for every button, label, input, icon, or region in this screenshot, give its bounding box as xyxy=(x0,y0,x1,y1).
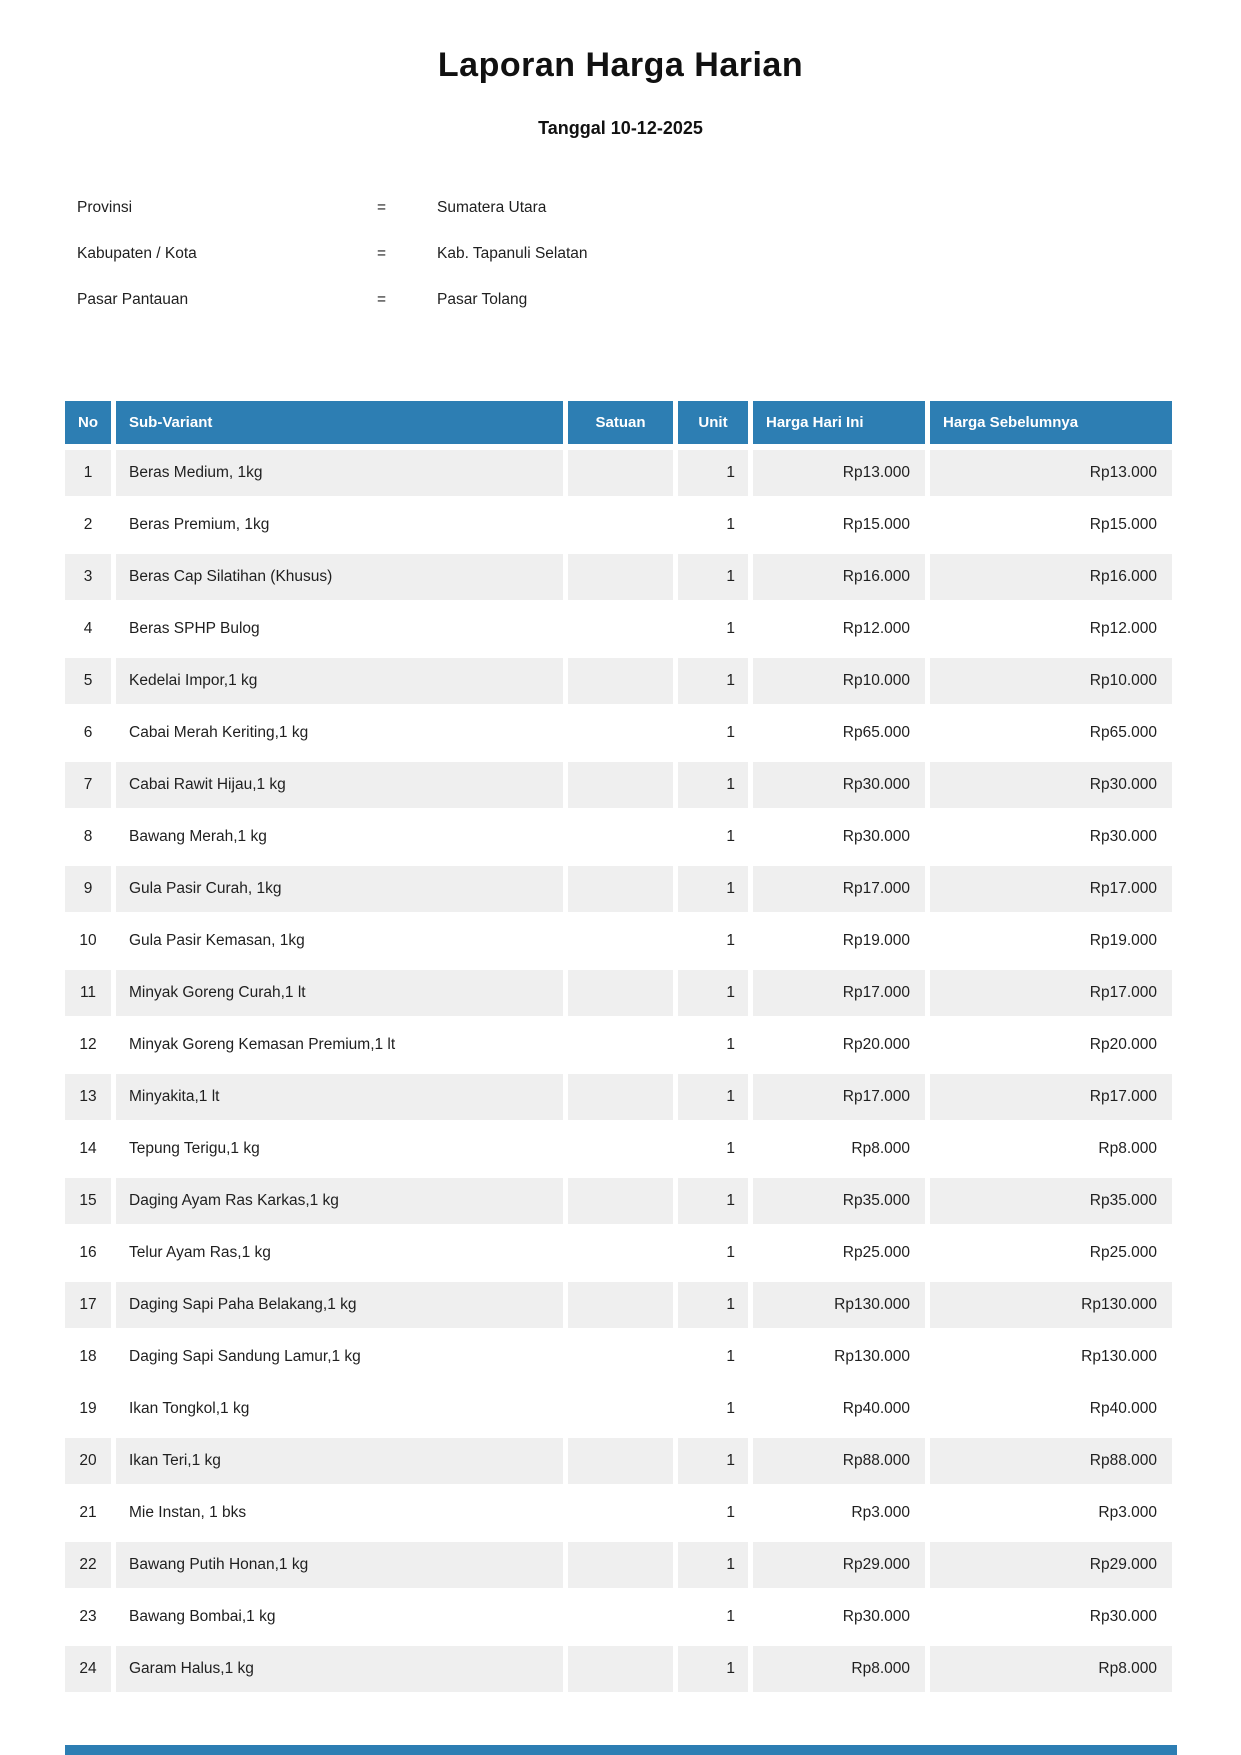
meta-label: Pasar Pantauan xyxy=(77,291,189,308)
cell-harga-hari-ini: Rp12.000 xyxy=(842,620,910,637)
cell-sub-variant: Tepung Terigu,1 kg xyxy=(129,1140,260,1157)
table-row xyxy=(65,1230,1172,1276)
cell-satuan xyxy=(568,710,673,756)
cell-harga-sebelumnya: Rp29.000 xyxy=(930,1542,1172,1588)
cell-sub-variant: Garam Halus,1 kg xyxy=(116,1646,563,1692)
cell-no: 17 xyxy=(65,1282,111,1328)
cell-satuan xyxy=(568,1646,673,1692)
cell-no: 16 xyxy=(79,1244,97,1261)
cell-unit: 1 xyxy=(726,1140,735,1157)
cell-unit: 1 xyxy=(726,620,735,637)
cell-harga-hari-ini: Rp130.000 xyxy=(753,1282,925,1328)
cell-harga-sebelumnya: Rp8.000 xyxy=(1098,1140,1157,1157)
meta-sep: = xyxy=(377,199,387,216)
cell-no: 18 xyxy=(79,1348,97,1365)
table-row xyxy=(65,1178,1172,1224)
cell-no: 13 xyxy=(65,1074,111,1120)
cell-harga-hari-ini: Rp30.000 xyxy=(842,828,910,845)
table-row xyxy=(65,1126,1172,1172)
cell-no: 12 xyxy=(79,1036,97,1053)
cell-harga-sebelumnya: Rp8.000 xyxy=(930,1646,1172,1692)
cell-satuan xyxy=(568,1230,673,1276)
cell-sub-variant: Bawang Merah,1 kg xyxy=(129,828,267,845)
cell-harga-sebelumnya: Rp65.000 xyxy=(1089,724,1157,741)
cell-satuan xyxy=(568,1126,673,1172)
cell-no: 9 xyxy=(65,866,111,912)
cell-no: 7 xyxy=(65,762,111,808)
cell-harga-sebelumnya: Rp19.000 xyxy=(1089,932,1157,949)
table-row xyxy=(65,814,1172,860)
cell-unit: 1 xyxy=(726,1400,735,1417)
table-row xyxy=(65,918,1172,964)
cell-sub-variant: Cabai Merah Keriting,1 kg xyxy=(129,724,309,741)
table-row xyxy=(65,1334,1172,1380)
cell-unit: 1 xyxy=(726,1244,735,1261)
cell-harga-sebelumnya: Rp16.000 xyxy=(930,554,1172,600)
cell-harga-hari-ini: Rp30.000 xyxy=(842,1608,910,1625)
cell-harga-hari-ini: Rp29.000 xyxy=(753,1542,925,1588)
cell-harga-hari-ini: Rp17.000 xyxy=(753,1074,925,1120)
cell-unit: 1 xyxy=(678,658,748,704)
cell-harga-sebelumnya: Rp20.000 xyxy=(1089,1036,1157,1053)
cell-harga-hari-ini: Rp88.000 xyxy=(753,1438,925,1484)
cell-harga-hari-ini: Rp3.000 xyxy=(851,1504,910,1521)
page-title: Laporan Harga Harian xyxy=(437,46,804,84)
meta-row xyxy=(77,185,1164,231)
cell-unit: 1 xyxy=(726,1608,735,1625)
cell-harga-sebelumnya: Rp15.000 xyxy=(1089,516,1157,533)
cell-satuan xyxy=(568,970,673,1016)
meta-label: Kabupaten / Kota xyxy=(77,245,197,262)
cell-satuan xyxy=(568,918,673,964)
table-header-row xyxy=(65,401,1172,444)
cell-harga-sebelumnya: Rp3.000 xyxy=(1098,1504,1157,1521)
cell-no: 2 xyxy=(83,516,93,533)
cell-satuan xyxy=(568,1178,673,1224)
cell-sub-variant: Beras Premium, 1kg xyxy=(129,516,270,533)
cell-sub-variant: Beras Medium, 1kg xyxy=(116,450,563,496)
cell-harga-sebelumnya: Rp10.000 xyxy=(930,658,1172,704)
cell-no: 24 xyxy=(65,1646,111,1692)
meta-row xyxy=(77,277,1164,323)
cell-sub-variant: Daging Sapi Paha Belakang,1 kg xyxy=(116,1282,563,1328)
cell-no: 14 xyxy=(79,1140,97,1157)
cell-no: 8 xyxy=(83,828,93,845)
cell-sub-variant: Daging Sapi Sandung Lamur,1 kg xyxy=(129,1348,361,1365)
cell-harga-hari-ini: Rp19.000 xyxy=(842,932,910,949)
meta-sep: = xyxy=(377,291,387,308)
cell-unit: 1 xyxy=(726,1036,735,1053)
cell-harga-sebelumnya: Rp17.000 xyxy=(930,866,1172,912)
cell-sub-variant: Gula Pasir Curah, 1kg xyxy=(116,866,563,912)
cell-no: 4 xyxy=(83,620,93,637)
cell-satuan xyxy=(568,1282,673,1328)
cell-harga-sebelumnya: Rp13.000 xyxy=(930,450,1172,496)
next-page-header-strip xyxy=(65,1745,1177,1755)
table-row xyxy=(65,1386,1172,1432)
meta-value: Pasar Tolang xyxy=(437,291,528,308)
cell-harga-hari-ini: Rp8.000 xyxy=(753,1646,925,1692)
table-row xyxy=(65,1594,1172,1640)
meta-value: Kab. Tapanuli Selatan xyxy=(437,245,588,262)
cell-harga-sebelumnya: Rp30.000 xyxy=(1089,828,1157,845)
cell-harga-sebelumnya: Rp17.000 xyxy=(930,970,1172,1016)
cell-no: 20 xyxy=(65,1438,111,1484)
table-row xyxy=(65,1074,1172,1120)
meta-row xyxy=(77,231,1164,277)
cell-unit: 1 xyxy=(678,450,748,496)
cell-unit: 1 xyxy=(726,516,735,533)
table-row xyxy=(65,762,1172,808)
cell-no: 21 xyxy=(79,1504,97,1521)
cell-unit: 1 xyxy=(678,970,748,1016)
cell-harga-hari-ini: Rp13.000 xyxy=(753,450,925,496)
table-row xyxy=(65,1282,1172,1328)
table-row xyxy=(65,450,1172,496)
cell-satuan xyxy=(568,1490,673,1536)
meta-value: Sumatera Utara xyxy=(437,199,547,216)
cell-unit: 1 xyxy=(726,828,735,845)
cell-harga-hari-ini: Rp40.000 xyxy=(842,1400,910,1417)
cell-harga-sebelumnya: Rp17.000 xyxy=(930,1074,1172,1120)
col-header-unit: Unit xyxy=(678,401,748,444)
cell-no: 3 xyxy=(65,554,111,600)
table-row xyxy=(65,658,1172,704)
cell-sub-variant: Kedelai Impor,1 kg xyxy=(116,658,563,704)
cell-unit: 1 xyxy=(678,1074,748,1120)
table-row xyxy=(65,1022,1172,1068)
meta-label: Provinsi xyxy=(77,199,133,216)
cell-no: 22 xyxy=(65,1542,111,1588)
col-header-satuan: Satuan xyxy=(568,401,673,444)
cell-no: 11 xyxy=(65,970,111,1016)
table-row xyxy=(65,1438,1172,1484)
cell-sub-variant: Minyak Goreng Kemasan Premium,1 lt xyxy=(129,1036,396,1053)
meta-sep: = xyxy=(377,245,387,262)
cell-unit: 1 xyxy=(678,1178,748,1224)
cell-harga-hari-ini: Rp15.000 xyxy=(842,516,910,533)
cell-sub-variant: Bawang Putih Honan,1 kg xyxy=(116,1542,563,1588)
cell-unit: 1 xyxy=(678,866,748,912)
cell-harga-hari-ini: Rp16.000 xyxy=(753,554,925,600)
col-header-harga-hari-ini: Harga Hari Ini xyxy=(753,401,925,444)
price-table xyxy=(60,395,1177,1698)
cell-harga-hari-ini: Rp130.000 xyxy=(834,1348,910,1365)
cell-satuan xyxy=(568,1334,673,1380)
cell-sub-variant: Ikan Teri,1 kg xyxy=(116,1438,563,1484)
cell-unit: 1 xyxy=(678,1282,748,1328)
cell-sub-variant: Minyak Goreng Curah,1 lt xyxy=(116,970,563,1016)
table-row xyxy=(65,710,1172,756)
cell-unit: 1 xyxy=(678,1542,748,1588)
cell-harga-sebelumnya: Rp130.000 xyxy=(930,1282,1172,1328)
cell-unit: 1 xyxy=(678,554,748,600)
table-row xyxy=(65,1542,1172,1588)
cell-harga-hari-ini: Rp10.000 xyxy=(753,658,925,704)
report-date: Tanggal 10-12-2025 xyxy=(538,118,703,138)
cell-satuan xyxy=(568,554,673,600)
cell-satuan xyxy=(568,502,673,548)
cell-satuan xyxy=(568,1074,673,1120)
cell-unit: 1 xyxy=(678,1438,748,1484)
cell-sub-variant: Mie Instan, 1 bks xyxy=(129,1504,247,1521)
table-row xyxy=(65,502,1172,548)
cell-no: 1 xyxy=(65,450,111,496)
table-row xyxy=(65,606,1172,652)
cell-unit: 1 xyxy=(726,1348,735,1365)
cell-sub-variant: Beras Cap Silatihan (Khusus) xyxy=(116,554,563,600)
cell-harga-sebelumnya: Rp35.000 xyxy=(930,1178,1172,1224)
table-row xyxy=(65,970,1172,1016)
cell-harga-sebelumnya: Rp40.000 xyxy=(1089,1400,1157,1417)
cell-harga-hari-ini: Rp35.000 xyxy=(753,1178,925,1224)
cell-no: 19 xyxy=(79,1400,97,1417)
cell-harga-sebelumnya: Rp12.000 xyxy=(1089,620,1157,637)
cell-unit: 1 xyxy=(726,932,735,949)
cell-no: 5 xyxy=(65,658,111,704)
cell-sub-variant: Minyakita,1 lt xyxy=(116,1074,563,1120)
cell-harga-sebelumnya: Rp30.000 xyxy=(1089,1608,1157,1625)
table-row xyxy=(65,1490,1172,1536)
table-row xyxy=(65,866,1172,912)
cell-sub-variant: Cabai Rawit Hijau,1 kg xyxy=(116,762,563,808)
cell-satuan xyxy=(568,606,673,652)
cell-harga-sebelumnya: Rp130.000 xyxy=(1081,1348,1157,1365)
cell-sub-variant: Beras SPHP Bulog xyxy=(129,620,260,637)
cell-unit: 1 xyxy=(726,724,735,741)
cell-sub-variant: Telur Ayam Ras,1 kg xyxy=(129,1244,271,1261)
cell-sub-variant: Ikan Tongkol,1 kg xyxy=(129,1400,250,1417)
cell-satuan xyxy=(568,866,673,912)
cell-sub-variant: Bawang Bombai,1 kg xyxy=(129,1608,276,1625)
cell-harga-sebelumnya: Rp88.000 xyxy=(930,1438,1172,1484)
cell-no: 10 xyxy=(79,932,97,949)
cell-satuan xyxy=(568,1386,673,1432)
cell-no: 6 xyxy=(83,724,93,741)
cell-harga-hari-ini: Rp17.000 xyxy=(753,970,925,1016)
report-meta-section xyxy=(77,185,1164,323)
cell-harga-hari-ini: Rp25.000 xyxy=(842,1244,910,1261)
cell-harga-sebelumnya: Rp30.000 xyxy=(930,762,1172,808)
cell-unit: 1 xyxy=(678,762,748,808)
cell-satuan xyxy=(568,1022,673,1068)
table-row xyxy=(65,1646,1172,1692)
cell-harga-hari-ini: Rp65.000 xyxy=(842,724,910,741)
cell-no: 15 xyxy=(65,1178,111,1224)
cell-satuan xyxy=(568,450,673,496)
cell-sub-variant: Gula Pasir Kemasan, 1kg xyxy=(129,932,305,949)
col-header-sub-variant: Sub-Variant xyxy=(116,401,563,444)
cell-unit: 1 xyxy=(726,1504,735,1521)
cell-satuan xyxy=(568,1542,673,1588)
cell-harga-hari-ini: Rp30.000 xyxy=(753,762,925,808)
cell-satuan xyxy=(568,814,673,860)
cell-satuan xyxy=(568,762,673,808)
cell-harga-hari-ini: Rp8.000 xyxy=(851,1140,910,1157)
col-header-harga-sebelumnya: Harga Sebelumnya xyxy=(930,401,1172,444)
cell-sub-variant: Daging Ayam Ras Karkas,1 kg xyxy=(116,1178,563,1224)
col-header-no: No xyxy=(65,401,111,444)
cell-harga-hari-ini: Rp17.000 xyxy=(753,866,925,912)
cell-satuan xyxy=(568,1594,673,1640)
cell-no: 23 xyxy=(79,1608,97,1625)
cell-harga-hari-ini: Rp20.000 xyxy=(842,1036,910,1053)
cell-unit: 1 xyxy=(678,1646,748,1692)
cell-satuan xyxy=(568,658,673,704)
cell-satuan xyxy=(568,1438,673,1484)
table-row xyxy=(65,554,1172,600)
cell-harga-sebelumnya: Rp25.000 xyxy=(1089,1244,1157,1261)
